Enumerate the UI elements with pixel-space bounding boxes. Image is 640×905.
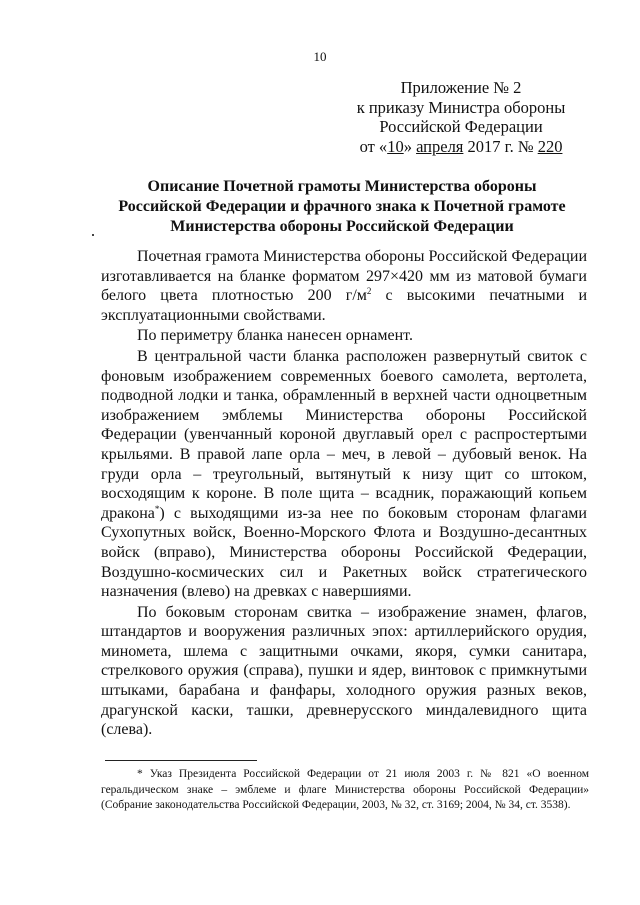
appendix-header	[330, 78, 592, 156]
page-number: 10	[313, 49, 327, 64]
date-prefix: от «	[359, 136, 388, 156]
document-body	[101, 247, 587, 740]
appendix-date-line	[330, 137, 592, 157]
title-line-2: Российской Федерации и фрачного знака к Почетной грамоте	[118, 198, 566, 215]
paragraph-4: По боковым сторонам свитка – изображение знамен, флагов, штандартов и вооружения различных эпох: артиллерийского орудия, миномета, шлема с защитными очками, якоря, сумки санитара, стрелкового оружия (справа), пушки и ядер, винтовок с примкнутыми штыками, барабана и фанфары, холодного оружия разных веков, драгунской каски, ташки, древнерусского миндалевидного щита (слева).	[101, 603, 587, 739]
order-number: 220	[537, 136, 563, 156]
paragraph-1-text: Почетная грамота Министерства обороны Российской Федерации изготавливается на бланке форматом 297×420 мм из матовой бумаги белого цвета плотностью 200 г/м	[101, 248, 587, 305]
document-title	[80, 177, 604, 237]
title-line-1: Описание Почетной грамоты Министерства обороны	[147, 178, 537, 195]
paragraph-3-text: В центральной части бланка расположен развернутый свиток с фоновым изображением современных боевого самолета, вертолета, подводной лодки и танка, обрамленный в верхней части одноцветным изображением эмблемы Министерства обороны Российской Федерации (увенчанный короной двуглавый орел с распростертыми крыльями. В правой лапе орла – меч, в левой – дубовый венок. На груди орла – треугольный, вытянутый к низу щит со штоком, восходящим к короне. В поле щита – всадник, поражающий копьем дракона	[101, 347, 587, 522]
date-year: 2017 г. №	[463, 136, 538, 156]
date-month: апреля	[416, 136, 464, 156]
paragraph-1	[101, 247, 587, 325]
scan-mark	[92, 234, 94, 236]
paragraph-2: По периметру бланка нанесен орнамент.	[137, 327, 413, 345]
footnote-divider	[105, 760, 257, 761]
paragraph-3-end: ) с выходящими из-за нее по боковым сторонам флагами Сухопутных войск, Военно-Морского Флота и Воздушно-десантных войск (вправо), Министерства обороны Российской Федерации, Воздушно-космических сил и Ракетных войск стратегического назначения (влево) на древках с навершиями.	[101, 504, 587, 601]
footnote-reference: *	[154, 503, 160, 514]
superscript-squared: 2	[366, 286, 372, 297]
footnote	[101, 767, 589, 814]
date-quote-close: »	[403, 136, 417, 156]
appendix-order-ref: к приказу Министра обороны	[356, 97, 566, 117]
appendix-title: Приложение № 2	[400, 78, 522, 97]
date-day: 10	[387, 136, 404, 156]
paragraph-3	[101, 347, 587, 602]
footnote-text	[101, 767, 589, 814]
footnote-body: Указ Президента Российской Федерации от 21 июля 2003 г. № 821 «О военном геральдическом знаке – эмблеме и флаге Министерства обороны Российской Федерации» (Собрание законодательства Российской Федерации, 2003, № 32, ст. 3169; 2004, № 34, ст. 3538).	[101, 768, 589, 811]
title-line-3: Министерства обороны Российской Федерации	[170, 218, 514, 235]
footnote-marker: *	[137, 768, 143, 780]
paragraph-1-end: с высокими печатными и эксплуатационными свойствами.	[101, 287, 587, 324]
appendix-country: Российской Федерации	[379, 117, 543, 136]
